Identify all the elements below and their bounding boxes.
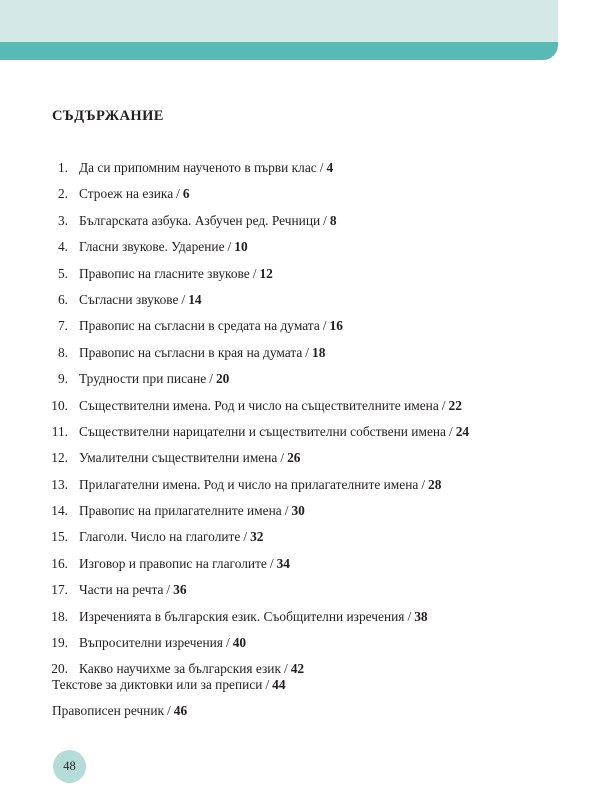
toc-entry-number: 5.	[57, 265, 68, 281]
toc-entry-title: Правопис на съгласни в средата на думата	[79, 318, 320, 334]
toc-entry[interactable]	[0, 340, 600, 366]
toc-entry-title: Съществителни имена. Род и число на съществителните имена	[79, 397, 439, 413]
toc-entry-title: Правопис на прилагателните имена	[79, 503, 282, 519]
toc-entry-title: Строеж на езика	[79, 186, 174, 202]
toc-entry-title: Изреченията в българския език. Съобщителни изречения	[79, 608, 405, 624]
toc-entry[interactable]	[0, 181, 600, 207]
toc-entry-page: 46	[173, 703, 188, 719]
toc-entry-separator: /	[441, 397, 446, 413]
toc-entry[interactable]	[0, 261, 600, 287]
toc-entry-number: 18.	[51, 608, 68, 624]
toc-entry-separator: /	[280, 450, 285, 466]
toc-entry-page: 44	[272, 677, 286, 692]
toc-entry-number: 1.	[57, 160, 68, 175]
toc-entry-number: 4.	[57, 239, 68, 255]
toc-entry-title: Правопис на съгласни в края на думата	[79, 344, 303, 360]
toc-entry-number: 8.	[57, 344, 68, 360]
toc-entry-number: 20.	[51, 661, 68, 677]
toc-entry-separator: /	[252, 265, 257, 281]
toc-entry-separator: /	[305, 344, 310, 360]
page-title: СЪДЪРЖАНИЕ	[52, 108, 164, 124]
toc-entry[interactable]	[0, 234, 600, 260]
toc-entry-title: Умалителни съществителни имена	[79, 450, 278, 466]
toc-entry-separator: /	[323, 212, 327, 228]
toc-entry[interactable]	[0, 445, 600, 471]
toc-entry[interactable]	[0, 366, 600, 392]
toc-entry-separator: /	[449, 423, 453, 439]
toc-entry-number: 11.	[51, 423, 68, 439]
toc-entry[interactable]	[0, 604, 600, 630]
header-light-band	[0, 0, 558, 42]
toc-entry[interactable]	[0, 672, 600, 698]
toc-entry[interactable]	[0, 698, 600, 724]
toc-entry-page: 12	[259, 265, 273, 281]
toc-entry-separator: /	[265, 677, 270, 692]
toc-entry-page: 10	[234, 239, 248, 255]
toc-entry-number: 7.	[57, 318, 68, 334]
toc-entry-separator: /	[269, 555, 274, 571]
toc-entry[interactable]	[0, 287, 600, 313]
toc-entry-title: Глаголи. Число на глаголите	[79, 529, 241, 545]
toc-entry-page: 34	[276, 555, 290, 571]
toc-entry-title: Гласни звукове. Ударение	[79, 239, 225, 255]
toc-entry-separator: /	[227, 239, 232, 255]
toc-entry-separator: /	[166, 582, 171, 598]
toc-entry-page: 32	[250, 529, 264, 545]
toc-entry-title: Съществителни нарицателни и съществителни собствени имена	[79, 423, 446, 439]
toc-entry-number: 15.	[51, 529, 68, 545]
toc-entry-number: 16.	[51, 555, 68, 571]
toc-entry-title: Части на речта	[79, 582, 164, 598]
toc-entry-number: 10.	[51, 397, 68, 413]
toc-entry-page: 18	[312, 344, 326, 360]
table-of-contents-extras	[0, 672, 600, 725]
toc-entry-separator: /	[167, 703, 171, 719]
toc-entry-separator: /	[209, 371, 213, 387]
toc-entry-title: Да си припомним наученото в първи клас	[79, 160, 317, 175]
toc-entry[interactable]	[0, 393, 600, 419]
toc-entry-separator: /	[407, 608, 412, 624]
toc-entry-separator: /	[284, 503, 289, 519]
toc-entry-number: 17.	[51, 582, 68, 598]
toc-entry[interactable]	[0, 155, 600, 181]
toc-entry-page: 14	[188, 291, 202, 307]
toc-entry-number: 14.	[51, 503, 68, 519]
toc-entry[interactable]	[0, 498, 600, 524]
toc-entry-page: 30	[291, 503, 305, 519]
toc-entry-page: 8	[329, 212, 337, 228]
toc-entry-number: 12.	[51, 450, 68, 466]
toc-entry-separator: /	[225, 635, 230, 651]
toc-entry-title: Прилагателни имена. Род и число на прилагателните имена	[79, 476, 419, 492]
toc-entry-title: Трудности при писане	[79, 371, 207, 387]
toc-entry-separator: /	[181, 291, 186, 307]
toc-entry-number: 6.	[57, 291, 68, 307]
toc-entry[interactable]	[0, 419, 600, 445]
toc-entry[interactable]	[0, 313, 600, 339]
toc-entry-page: 38	[414, 608, 428, 624]
toc-entry-title: Правописен речник	[52, 703, 165, 719]
toc-entry-number: 2.	[57, 186, 68, 202]
page-number-badge: 48	[53, 750, 86, 783]
toc-entry-number: 19.	[51, 635, 68, 651]
toc-entry-page: 36	[173, 582, 187, 598]
toc-entry-page: 26	[287, 450, 301, 466]
toc-entry-title: Правопис на гласните звукове	[79, 265, 250, 281]
toc-entry[interactable]	[0, 551, 600, 577]
toc-entry-title: Изговор и правопис на глаголите	[79, 555, 267, 571]
toc-entry-title: Текстове за диктовки или за преписи	[52, 677, 263, 692]
toc-entry-title: Въпросителни изречения	[79, 635, 223, 651]
toc-entry-title: Съгласни звукове	[79, 291, 179, 307]
toc-entry-page: 6	[182, 186, 190, 202]
toc-entry-page: 28	[428, 476, 442, 492]
toc-entry-separator: /	[319, 160, 324, 175]
toc-entry[interactable]	[0, 472, 600, 498]
toc-entry-number: 3.	[57, 212, 68, 228]
toc-entry[interactable]	[0, 524, 600, 550]
toc-entry-title: Българската азбука. Азбучен ред. Речници	[79, 212, 321, 228]
toc-entry-page: 20	[215, 371, 230, 387]
toc-entry-separator: /	[283, 661, 288, 677]
toc-entry[interactable]	[0, 208, 600, 234]
toc-entry-separator: /	[322, 318, 327, 334]
header-teal-band	[0, 42, 558, 60]
toc-entry-number: 13.	[51, 476, 68, 492]
toc-entry-page: 42	[290, 661, 305, 677]
toc-entry-number: 9.	[57, 371, 68, 387]
toc-entry-title: Какво научихме за българския език	[79, 661, 281, 677]
toc-entry-separator: /	[421, 476, 426, 492]
toc-entry[interactable]	[0, 577, 600, 603]
toc-entry-page: 22	[448, 397, 462, 413]
toc-entry-page: 24	[455, 423, 470, 439]
toc-entry-page: 16	[329, 318, 343, 334]
toc-entry[interactable]	[0, 630, 600, 656]
toc-entry-separator: /	[176, 186, 180, 202]
toc-entry-page: 4	[326, 160, 334, 175]
toc-entry-separator: /	[243, 529, 248, 545]
table-of-contents-list	[0, 155, 600, 683]
toc-entry-page: 40	[232, 635, 247, 651]
